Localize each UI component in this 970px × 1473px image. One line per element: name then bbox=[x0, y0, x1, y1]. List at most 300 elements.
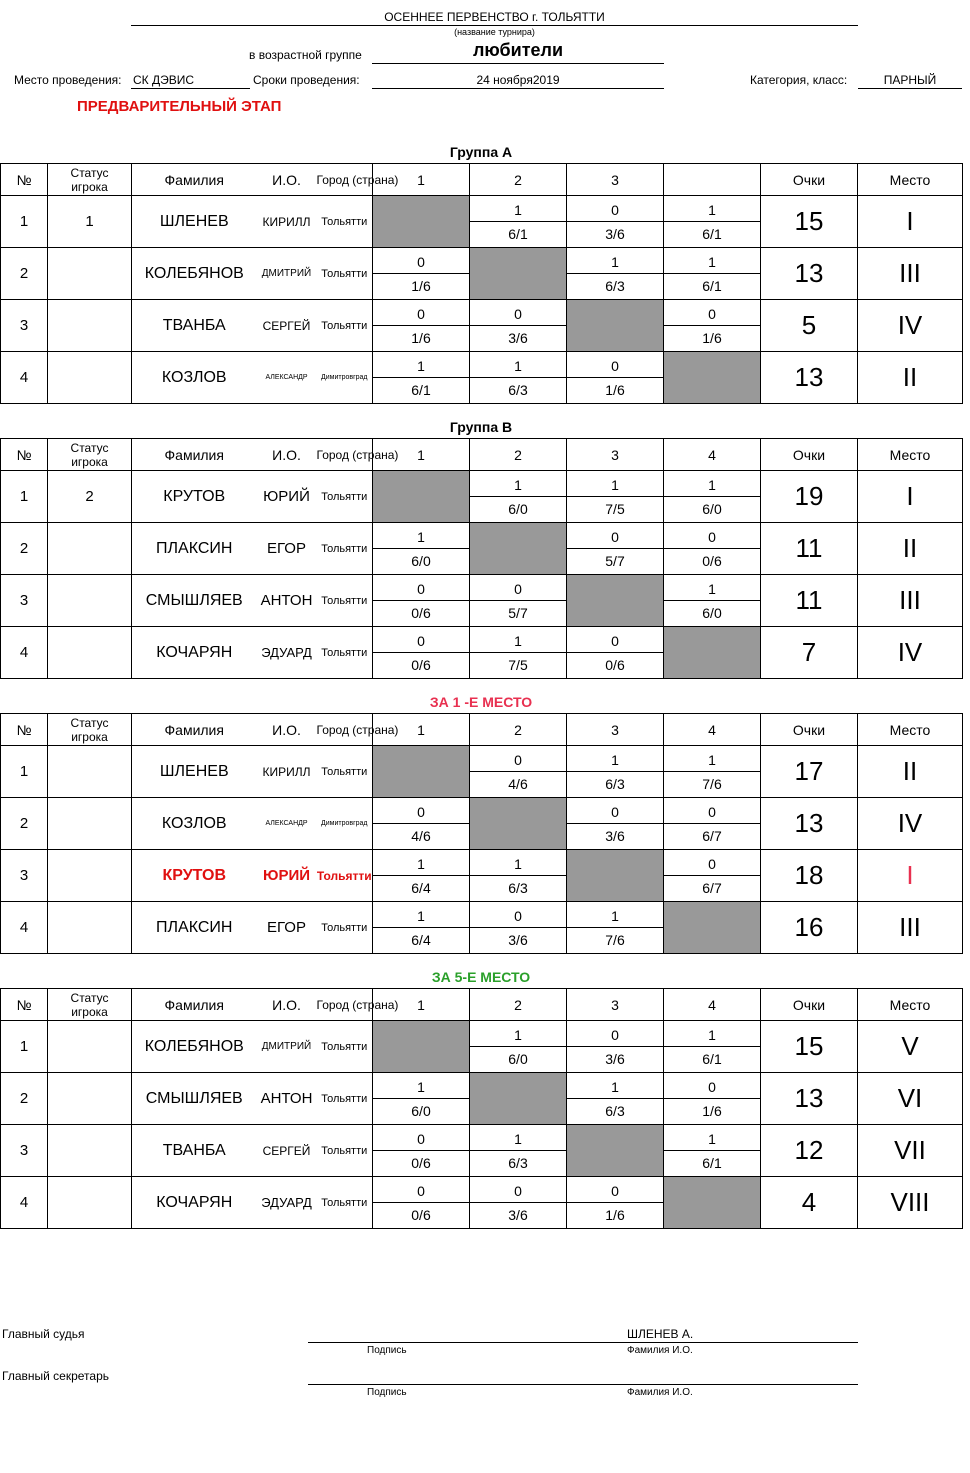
match-result: 0 bbox=[373, 1177, 469, 1203]
match-score: 3/6 bbox=[605, 1051, 625, 1067]
match-score-cell bbox=[373, 1125, 470, 1177]
self-match-cell bbox=[664, 902, 761, 954]
match-result: 1 bbox=[470, 1021, 566, 1047]
secretary-signature-caption: Подпись bbox=[367, 1387, 407, 1398]
match-score-cell bbox=[470, 1125, 567, 1177]
match-score-cell bbox=[470, 196, 567, 248]
match-score: 4/6 bbox=[508, 776, 528, 792]
col-header-opponent: 4 bbox=[664, 714, 761, 746]
player-place: V bbox=[858, 1021, 963, 1073]
table-row bbox=[1, 300, 963, 352]
match-score-cell bbox=[470, 471, 567, 523]
match-score-cell bbox=[664, 1073, 761, 1125]
match-score-cell bbox=[664, 575, 761, 627]
match-result: 0 bbox=[664, 798, 760, 824]
tournament-title-caption: (название турнира) bbox=[454, 27, 535, 37]
match-score-cell bbox=[373, 1177, 470, 1229]
row-number: 4 bbox=[1, 627, 48, 679]
col-header-place: Место bbox=[858, 439, 963, 471]
match-result: 1 bbox=[664, 575, 760, 601]
self-match-cell bbox=[470, 798, 567, 850]
player-initials: ДМИТРИЙ bbox=[257, 1021, 317, 1073]
match-score: 3/6 bbox=[508, 330, 528, 346]
row-number: 2 bbox=[1, 1073, 48, 1125]
match-result: 1 bbox=[373, 850, 469, 876]
player-initials: АЛЕКСАНДР bbox=[257, 352, 317, 404]
player-status: 1 bbox=[48, 196, 132, 248]
col-header-city: Город (страна) bbox=[317, 164, 373, 196]
dates-underline bbox=[372, 88, 664, 89]
player-initials: АНТОН bbox=[257, 1073, 317, 1125]
title-underline bbox=[131, 25, 858, 26]
match-score-cell bbox=[470, 902, 567, 954]
player-place: I bbox=[858, 850, 963, 902]
match-result: 1 bbox=[567, 902, 663, 928]
dates-value: 24 ноября2019 bbox=[476, 73, 560, 87]
player-city: Тольятти bbox=[317, 627, 373, 679]
match-score: 6/0 bbox=[508, 501, 528, 517]
match-result: 1 bbox=[664, 1021, 760, 1047]
col-header-opponent: 3 bbox=[567, 989, 664, 1021]
col-header-opponent: 2 bbox=[470, 989, 567, 1021]
chief-judge-name: ШЛЕНЕВ А. bbox=[627, 1327, 694, 1341]
match-score: 6/1 bbox=[702, 1051, 722, 1067]
table-row bbox=[1, 248, 963, 300]
player-status bbox=[48, 352, 132, 404]
table-row bbox=[1, 1021, 963, 1073]
match-score: 1/6 bbox=[605, 1207, 625, 1223]
match-score: 3/6 bbox=[605, 828, 625, 844]
col-header-place: Место bbox=[858, 989, 963, 1021]
match-result: 1 bbox=[664, 1125, 760, 1151]
player-points: 15 bbox=[761, 196, 858, 248]
match-result: 0 bbox=[373, 575, 469, 601]
player-status bbox=[48, 746, 132, 798]
match-result: 0 bbox=[664, 1073, 760, 1099]
player-city: Тольятти bbox=[317, 850, 373, 902]
col-header-surname: Фамилия bbox=[132, 439, 257, 471]
match-score: 7/5 bbox=[508, 657, 528, 673]
col-header-points: Очки bbox=[761, 164, 858, 196]
match-score-cell bbox=[373, 798, 470, 850]
match-score-cell bbox=[664, 1021, 761, 1073]
player-place: I bbox=[858, 196, 963, 248]
col-header-num: № bbox=[1, 714, 48, 746]
match-score: 6/1 bbox=[702, 226, 722, 242]
match-result: 0 bbox=[567, 523, 663, 549]
match-score: 5/7 bbox=[508, 605, 528, 621]
table-row bbox=[1, 850, 963, 902]
player-status bbox=[48, 1073, 132, 1125]
match-result: 0 bbox=[470, 902, 566, 928]
player-status bbox=[48, 248, 132, 300]
row-number: 4 bbox=[1, 1177, 48, 1229]
match-score-cell bbox=[373, 352, 470, 404]
match-result: 1 bbox=[470, 352, 566, 378]
player-place: IV bbox=[858, 627, 963, 679]
venue-value: СК ДЭВИС bbox=[133, 73, 195, 87]
match-result: 1 bbox=[373, 902, 469, 928]
col-header-num: № bbox=[1, 439, 48, 471]
group-table bbox=[0, 988, 963, 1229]
player-initials: СЕРГЕЙ bbox=[257, 300, 317, 352]
player-place: VIII bbox=[858, 1177, 963, 1229]
player-initials: ЕГОР bbox=[257, 523, 317, 575]
match-result: 1 bbox=[567, 1073, 663, 1099]
match-score: 5/7 bbox=[605, 553, 625, 569]
row-number: 1 bbox=[1, 746, 48, 798]
match-score-cell bbox=[567, 1021, 664, 1073]
player-place: VI bbox=[858, 1073, 963, 1125]
match-score: 0/6 bbox=[411, 1207, 431, 1223]
match-score: 6/4 bbox=[411, 880, 431, 896]
row-number: 4 bbox=[1, 352, 48, 404]
player-points: 12 bbox=[761, 1125, 858, 1177]
category-value: ПАРНЫЙ bbox=[883, 73, 937, 87]
match-score-cell bbox=[373, 850, 470, 902]
col-header-io: И.О. bbox=[257, 164, 317, 196]
row-number: 4 bbox=[1, 902, 48, 954]
match-score: 0/6 bbox=[411, 605, 431, 621]
player-city: Димитровград bbox=[317, 352, 373, 404]
self-match-cell bbox=[373, 1021, 470, 1073]
match-result: 0 bbox=[567, 798, 663, 824]
match-score-cell bbox=[373, 902, 470, 954]
match-score-cell bbox=[567, 196, 664, 248]
match-score: 1/6 bbox=[411, 278, 431, 294]
match-score: 6/1 bbox=[702, 278, 722, 294]
col-header-points: Очки bbox=[761, 989, 858, 1021]
player-city: Тольятти bbox=[317, 471, 373, 523]
player-surname: КРУТОВ bbox=[132, 850, 257, 902]
player-status bbox=[48, 300, 132, 352]
match-score: 4/6 bbox=[411, 828, 431, 844]
col-header-opponent: 4 bbox=[664, 989, 761, 1021]
table-row bbox=[1, 575, 963, 627]
match-score: 7/5 bbox=[605, 501, 625, 517]
match-score: 6/1 bbox=[508, 226, 528, 242]
match-result: 0 bbox=[567, 196, 663, 222]
match-result: 1 bbox=[470, 196, 566, 222]
self-match-cell bbox=[470, 523, 567, 575]
match-score-cell bbox=[373, 575, 470, 627]
player-status bbox=[48, 1125, 132, 1177]
player-city: Тольятти bbox=[317, 1125, 373, 1177]
match-score: 6/3 bbox=[605, 776, 625, 792]
secretary-name-caption: Фамилия И.О. bbox=[627, 1387, 693, 1398]
player-place: IV bbox=[858, 798, 963, 850]
match-score-cell bbox=[664, 746, 761, 798]
match-score-cell bbox=[664, 300, 761, 352]
player-initials: СЕРГЕЙ bbox=[257, 1125, 317, 1177]
match-result: 1 bbox=[470, 471, 566, 497]
match-score-cell bbox=[373, 300, 470, 352]
player-place: VII bbox=[858, 1125, 963, 1177]
match-score: 0/6 bbox=[702, 553, 722, 569]
col-header-status: Статус игрока bbox=[48, 439, 132, 471]
category-label: Категория, класс: bbox=[750, 73, 848, 87]
player-points: 19 bbox=[761, 471, 858, 523]
player-status: 2 bbox=[48, 471, 132, 523]
match-result: 0 bbox=[373, 248, 469, 274]
col-header-opponent: 2 bbox=[470, 439, 567, 471]
self-match-cell bbox=[664, 352, 761, 404]
player-points: 15 bbox=[761, 1021, 858, 1073]
match-result: 1 bbox=[470, 850, 566, 876]
match-score: 6/7 bbox=[702, 828, 722, 844]
col-header-num: № bbox=[1, 164, 48, 196]
player-place: II bbox=[858, 523, 963, 575]
col-header-opponent: 3 bbox=[567, 164, 664, 196]
match-score: 0/6 bbox=[411, 1155, 431, 1171]
col-header-city: Город (страна) bbox=[317, 714, 373, 746]
player-initials: КИРИЛЛ bbox=[257, 196, 317, 248]
chief-secretary-label: Главный секретарь bbox=[2, 1369, 109, 1383]
player-points: 18 bbox=[761, 850, 858, 902]
player-surname: КОЛЕБЯНОВ bbox=[132, 248, 257, 300]
col-header-status: Статус игрока bbox=[48, 989, 132, 1021]
table-row bbox=[1, 1177, 963, 1229]
match-score-cell bbox=[664, 523, 761, 575]
player-status bbox=[48, 523, 132, 575]
match-score-cell bbox=[373, 627, 470, 679]
col-header-place: Место bbox=[858, 164, 963, 196]
match-result: 0 bbox=[567, 352, 663, 378]
table-header-row bbox=[1, 164, 963, 196]
player-initials: ЮРИЙ bbox=[257, 850, 317, 902]
player-place: III bbox=[858, 248, 963, 300]
table-row bbox=[1, 352, 963, 404]
secretary-signature-line bbox=[308, 1384, 858, 1385]
row-number: 3 bbox=[1, 300, 48, 352]
match-score-cell bbox=[567, 627, 664, 679]
match-score: 6/3 bbox=[508, 880, 528, 896]
player-status bbox=[48, 575, 132, 627]
table-row bbox=[1, 798, 963, 850]
player-status bbox=[48, 902, 132, 954]
player-initials: АНТОН bbox=[257, 575, 317, 627]
player-surname: ТВАНБА bbox=[132, 1125, 257, 1177]
match-score-cell bbox=[470, 1177, 567, 1229]
match-result: 0 bbox=[373, 627, 469, 653]
match-score-cell bbox=[664, 196, 761, 248]
stage-title: ПРЕДВАРИТЕЛЬНЫЙ ЭТАП bbox=[77, 98, 282, 115]
row-number: 2 bbox=[1, 523, 48, 575]
player-initials: ЮРИЙ bbox=[257, 471, 317, 523]
match-score-cell bbox=[373, 1073, 470, 1125]
row-number: 3 bbox=[1, 575, 48, 627]
col-header-opponent: 3 bbox=[567, 714, 664, 746]
col-header-status: Статус игрока bbox=[48, 714, 132, 746]
player-place: III bbox=[858, 575, 963, 627]
match-result: 1 bbox=[373, 523, 469, 549]
col-header-points: Очки bbox=[761, 439, 858, 471]
chief-judge-label: Главный судья bbox=[2, 1327, 85, 1341]
player-city: Тольятти bbox=[317, 1073, 373, 1125]
match-score: 6/3 bbox=[508, 382, 528, 398]
player-initials: ЭДУАРД bbox=[257, 1177, 317, 1229]
player-city: Тольятти bbox=[317, 1021, 373, 1073]
self-match-cell bbox=[567, 575, 664, 627]
table-row bbox=[1, 196, 963, 248]
match-score: 6/1 bbox=[411, 382, 431, 398]
match-result: 1 bbox=[664, 248, 760, 274]
self-match-cell bbox=[470, 1073, 567, 1125]
player-surname: ТВАНБА bbox=[132, 300, 257, 352]
match-score-cell bbox=[373, 248, 470, 300]
age-group-label: в возрастной группе bbox=[249, 48, 362, 62]
player-surname: ШЛЕНЕВ bbox=[132, 196, 257, 248]
player-points: 5 bbox=[761, 300, 858, 352]
match-score-cell bbox=[470, 300, 567, 352]
col-header-opponent: 1 bbox=[373, 714, 470, 746]
self-match-cell bbox=[567, 1125, 664, 1177]
group-title: ЗА 5-Е МЕСТО bbox=[431, 969, 531, 985]
row-number: 1 bbox=[1, 1021, 48, 1073]
judge-signature-caption: Подпись bbox=[367, 1345, 407, 1356]
player-surname: КОЗЛОВ bbox=[132, 798, 257, 850]
player-surname: СМЫШЛЯЕВ bbox=[132, 1073, 257, 1125]
match-result: 1 bbox=[664, 196, 760, 222]
col-header-city: Город (страна) bbox=[317, 439, 373, 471]
player-place: IV bbox=[858, 300, 963, 352]
match-score: 3/6 bbox=[605, 226, 625, 242]
match-score-cell bbox=[470, 352, 567, 404]
match-score: 0/6 bbox=[411, 657, 431, 673]
match-score-cell bbox=[567, 798, 664, 850]
match-result: 1 bbox=[470, 1125, 566, 1151]
match-result: 0 bbox=[373, 1125, 469, 1151]
match-result: 1 bbox=[567, 471, 663, 497]
player-status bbox=[48, 850, 132, 902]
player-surname: ПЛАКСИН bbox=[132, 902, 257, 954]
player-surname: КОЛЕБЯНОВ bbox=[132, 1021, 257, 1073]
col-header-opponent: 1 bbox=[373, 989, 470, 1021]
player-place: II bbox=[858, 352, 963, 404]
col-header-opponent bbox=[664, 164, 761, 196]
self-match-cell bbox=[664, 1177, 761, 1229]
self-match-cell bbox=[373, 196, 470, 248]
match-score: 6/0 bbox=[702, 605, 722, 621]
match-score: 1/6 bbox=[411, 330, 431, 346]
match-result: 0 bbox=[664, 850, 760, 876]
match-score: 6/0 bbox=[411, 553, 431, 569]
col-header-opponent: 2 bbox=[470, 164, 567, 196]
col-header-surname: Фамилия bbox=[132, 164, 257, 196]
col-header-opponent: 4 bbox=[664, 439, 761, 471]
match-score-cell bbox=[470, 746, 567, 798]
player-initials: ЕГОР bbox=[257, 902, 317, 954]
player-points: 16 bbox=[761, 902, 858, 954]
match-result: 1 bbox=[567, 248, 663, 274]
match-score: 3/6 bbox=[508, 1207, 528, 1223]
match-result: 1 bbox=[664, 746, 760, 772]
table-header-row bbox=[1, 714, 963, 746]
table-row bbox=[1, 523, 963, 575]
row-number: 2 bbox=[1, 248, 48, 300]
match-score-cell bbox=[664, 798, 761, 850]
match-result: 0 bbox=[470, 746, 566, 772]
col-header-surname: Фамилия bbox=[132, 714, 257, 746]
match-score: 1/6 bbox=[702, 330, 722, 346]
match-result: 1 bbox=[664, 471, 760, 497]
match-score: 0/6 bbox=[605, 657, 625, 673]
venue-label: Место проведения: bbox=[14, 73, 122, 87]
player-city: Тольятти bbox=[317, 196, 373, 248]
match-result: 0 bbox=[567, 1177, 663, 1203]
group-title: Группа А bbox=[449, 144, 513, 160]
match-score-cell bbox=[664, 1125, 761, 1177]
match-score: 6/4 bbox=[411, 932, 431, 948]
table-header-row bbox=[1, 439, 963, 471]
match-score-cell bbox=[567, 1073, 664, 1125]
match-score: 6/7 bbox=[702, 880, 722, 896]
player-city: Тольятти bbox=[317, 575, 373, 627]
match-score: 1/6 bbox=[605, 382, 625, 398]
match-score-cell bbox=[470, 575, 567, 627]
match-score-cell bbox=[567, 523, 664, 575]
player-surname: ШЛЕНЕВ bbox=[132, 746, 257, 798]
match-result: 1 bbox=[373, 1073, 469, 1099]
match-result: 0 bbox=[664, 523, 760, 549]
col-header-num: № bbox=[1, 989, 48, 1021]
col-header-io: И.О. bbox=[257, 989, 317, 1021]
match-result: 1 bbox=[373, 352, 469, 378]
match-score: 7/6 bbox=[605, 932, 625, 948]
match-score-cell bbox=[664, 850, 761, 902]
table-row bbox=[1, 627, 963, 679]
match-score-cell bbox=[567, 248, 664, 300]
match-result: 0 bbox=[373, 798, 469, 824]
match-score: 6/3 bbox=[605, 1103, 625, 1119]
self-match-cell bbox=[373, 471, 470, 523]
player-points: 13 bbox=[761, 798, 858, 850]
player-city: Тольятти bbox=[317, 523, 373, 575]
player-surname: КОЧАРЯН bbox=[132, 627, 257, 679]
dates-label: Сроки проведения: bbox=[253, 73, 360, 87]
self-match-cell bbox=[567, 300, 664, 352]
tournament-title: ОСЕННЕЕ ПЕРВЕНСТВО г. ТОЛЬЯТТИ bbox=[384, 10, 605, 24]
match-score-cell bbox=[470, 850, 567, 902]
match-score-cell bbox=[567, 352, 664, 404]
player-surname: ПЛАКСИН bbox=[132, 523, 257, 575]
match-result: 1 bbox=[470, 627, 566, 653]
player-surname: СМЫШЛЯЕВ bbox=[132, 575, 257, 627]
table-row bbox=[1, 902, 963, 954]
player-place: I bbox=[858, 471, 963, 523]
match-score: 1/6 bbox=[702, 1103, 722, 1119]
self-match-cell bbox=[470, 248, 567, 300]
match-score: 6/3 bbox=[605, 278, 625, 294]
table-header-row bbox=[1, 989, 963, 1021]
match-score-cell bbox=[373, 523, 470, 575]
venue-underline bbox=[131, 88, 250, 89]
match-result: 0 bbox=[470, 1177, 566, 1203]
table-row bbox=[1, 471, 963, 523]
match-score-cell bbox=[664, 471, 761, 523]
player-points: 13 bbox=[761, 248, 858, 300]
match-score: 6/0 bbox=[411, 1103, 431, 1119]
row-number: 2 bbox=[1, 798, 48, 850]
player-city: Димитровград bbox=[317, 798, 373, 850]
player-points: 13 bbox=[761, 1073, 858, 1125]
match-score: 6/0 bbox=[702, 501, 722, 517]
match-score: 3/6 bbox=[508, 932, 528, 948]
player-place: II bbox=[858, 746, 963, 798]
player-points: 11 bbox=[761, 523, 858, 575]
col-header-surname: Фамилия bbox=[132, 989, 257, 1021]
col-header-io: И.О. bbox=[257, 714, 317, 746]
